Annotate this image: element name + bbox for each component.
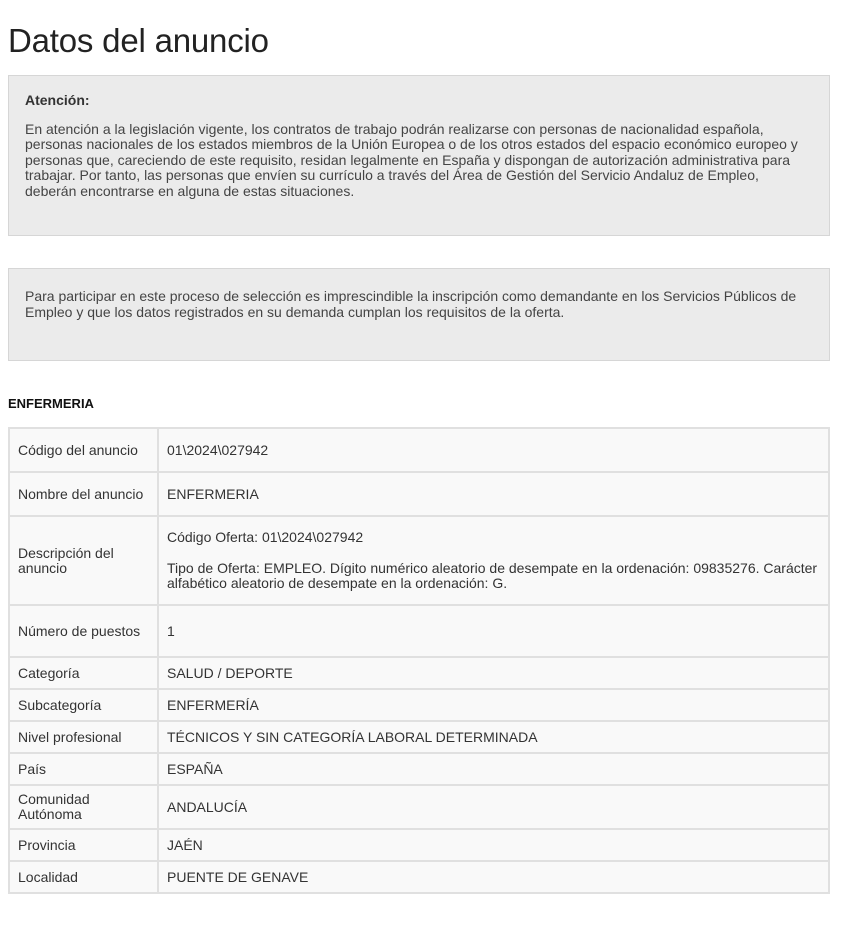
row-label: Comunidad Autónoma xyxy=(9,785,158,829)
row-value: ENFERMERÍA xyxy=(158,689,829,721)
requirement-notice-text: Para participar en este proceso de selección es imprescindible la inscripción como demandante en los Servicios Públicos de Empleo y que los datos registrados en su demanda cumplan los requisitos de la oferta. xyxy=(25,288,797,320)
offer-details-table xyxy=(8,427,830,894)
row-label: Número de puestos xyxy=(9,605,158,657)
row-value: JAÉN xyxy=(158,829,829,861)
table-row-nombre xyxy=(9,472,829,516)
row-value: ESPAÑA xyxy=(158,753,829,785)
page-title: Datos del anuncio xyxy=(8,22,269,59)
row-label: Provincia xyxy=(9,829,158,861)
row-label: Descripción del anuncio xyxy=(9,516,158,605)
description-detail-line: Tipo de Oferta: EMPLEO. Dígito numérico aleatorio de desempate en la ordenación: 09835276. Carácter alfabético aleatorio de desempate en la ordenación: G. xyxy=(167,560,818,591)
row-label: Nivel profesional xyxy=(9,721,158,753)
row-label: Localidad xyxy=(9,861,158,893)
table-row-provincia xyxy=(9,829,829,861)
offer-section-title: ENFERMERIA xyxy=(8,396,94,411)
requirement-notice-box xyxy=(8,268,830,361)
row-value: 01\2024\027942 xyxy=(158,428,829,472)
table-row-codigo xyxy=(9,428,829,472)
table-row-nivel xyxy=(9,721,829,753)
row-value: ANDALUCÍA xyxy=(158,785,829,829)
description-code-line: Código Oferta: 01\2024\027942 xyxy=(167,529,364,545)
row-value: 1 xyxy=(158,605,829,657)
row-label: Subcategoría xyxy=(9,689,158,721)
table-row-descripcion xyxy=(9,516,829,605)
legal-notice-text: En atención a la legislación vigente, los contratos de trabajo podrán realizarse con personas de nacionalidad española, personas nacionales de los estados miembros de la Unión Europea o de los otros estados del espacio económico europeo y personas que, careciendo de este requisito, residan legalmente en España y dispongan de autorización administrativa para trabajar. Por tanto, las personas que envíen su currículo a través del Área de Gestión del Servicio Andaluz de Empleo, deberán encontrarse en alguna de estas situaciones. xyxy=(25,120,798,199)
row-label: Categoría xyxy=(9,657,158,689)
legal-notice-box xyxy=(8,75,830,236)
description-spacer xyxy=(167,545,820,561)
legal-notice-heading: Atención: xyxy=(25,92,90,108)
row-value: TÉCNICOS Y SIN CATEGORÍA LABORAL DETERMINADA xyxy=(158,721,829,753)
row-value: ENFERMERIA xyxy=(158,472,829,516)
row-label: País xyxy=(9,753,158,785)
table-row-puestos xyxy=(9,605,829,657)
table-row-comunidad xyxy=(9,785,829,829)
row-value: SALUD / DEPORTE xyxy=(158,657,829,689)
table-row-subcategoria xyxy=(9,689,829,721)
table-row-pais xyxy=(9,753,829,785)
row-label: Nombre del anuncio xyxy=(9,472,158,516)
row-label: Código del anuncio xyxy=(9,428,158,472)
table-row-categoria xyxy=(9,657,829,689)
row-value xyxy=(158,516,829,605)
table-row-localidad xyxy=(9,861,829,893)
row-value: PUENTE DE GENAVE xyxy=(158,861,829,893)
